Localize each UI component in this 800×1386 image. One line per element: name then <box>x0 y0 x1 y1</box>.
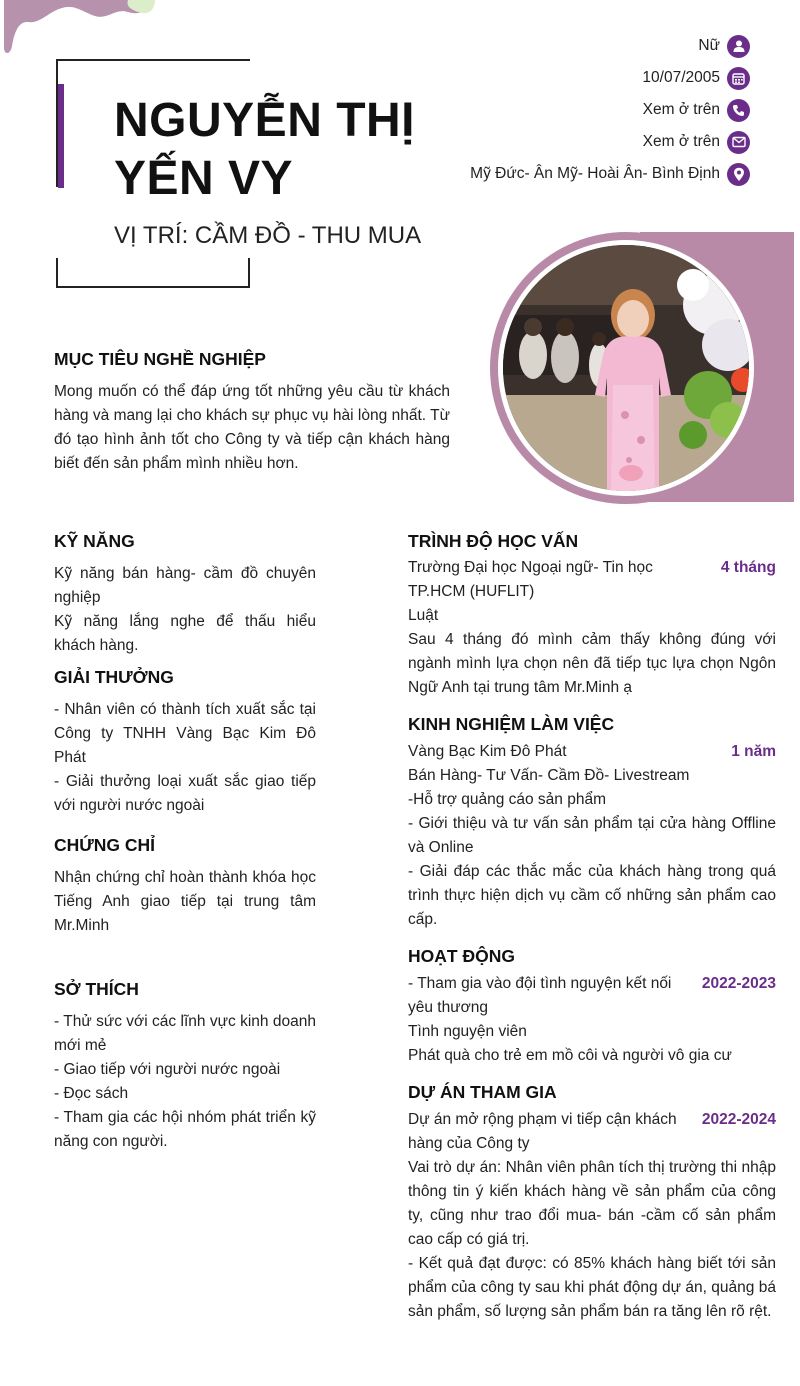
phone-icon <box>727 99 750 122</box>
calendar-icon <box>727 67 750 90</box>
certificates-title: CHỨNG CHỈ <box>54 835 156 855</box>
address-text: Mỹ Đức- Ân Mỹ- Hoài Ân- Bình Định <box>470 165 720 182</box>
hobby-item: - Giao tiếp với người nước ngoài <box>54 1061 281 1078</box>
project-duration: 2022-2024 <box>701 1111 776 1128</box>
location-icon <box>727 163 750 186</box>
contact-birthdate <box>470 62 750 94</box>
candidate-name <box>114 92 454 208</box>
header-frame-right-bottom <box>248 258 250 288</box>
awards-title: GIẢI THƯỞNG <box>54 667 174 687</box>
projects-title: DỰ ÁN THAM GIA <box>408 1082 557 1102</box>
skills-list <box>54 562 316 658</box>
experience-duration: 1 năm <box>731 743 776 760</box>
contact-email <box>470 126 750 158</box>
header-frame-left-bottom <box>56 258 58 288</box>
phone-text: Xem ở trên <box>642 101 720 118</box>
activity-desc: Phát quà cho trẻ em mồ côi và người vô gia cư <box>408 1047 732 1064</box>
project-name: Dự án mở rộng phạm vi tiếp cận khách hàng của Công ty <box>408 1111 677 1152</box>
project-role: Vai trò dự án: Nhân viên phân tích thị trường thi nhập thông tin ý kiến khách hàng về sản phẩm của công ty, cũng như trao đổi mua- bán -cầm cố sản phẩm cao cấp có giá trị. <box>408 1159 776 1248</box>
award-item: - Nhân viên có thành tích xuất sắc tại Công ty TNHH Vàng Bạc Kim Đô Phát <box>54 701 316 766</box>
activity-details <box>408 1020 776 1068</box>
name-line-2: YẾN VY <box>114 152 294 205</box>
objective-title: MỤC TIÊU NGHỀ NGHIỆP <box>54 349 266 369</box>
header-accent-bar <box>58 84 64 188</box>
experience-item: - Giới thiệu và tư vấn sản phẩm tại cửa hàng Offline và Online <box>408 815 776 856</box>
experience-company: Vàng Bạc Kim Đô Phát <box>408 743 567 760</box>
hobbies-title: SỞ THÍCH <box>54 979 139 999</box>
contact-phone <box>470 94 750 126</box>
contact-gender <box>470 30 750 62</box>
activity-name: - Tham gia vào đội tình nguyện kết nối yêu thương <box>408 975 672 1016</box>
awards-list <box>54 698 316 818</box>
user-icon <box>727 35 750 58</box>
hobby-item: - Thử sức với các lĩnh vực kinh doanh mới mẻ <box>54 1013 316 1054</box>
contact-address <box>470 158 750 190</box>
education-major: Luật <box>408 607 439 624</box>
birthdate-text: 10/07/2005 <box>642 69 720 86</box>
education-desc: Sau 4 tháng đó mình cảm thấy không đúng với ngành mình lựa chọn nên đã tiếp tục lựa chọn Ngôn Ngữ Anh tại trung tâm Mr.Minh ạ <box>408 631 776 696</box>
certificates-text: Nhận chứng chỉ hoàn thành khóa học Tiếng Anh giao tiếp tại trung tâm Mr.Minh <box>54 869 316 934</box>
project-details <box>408 1156 776 1324</box>
award-item: - Giải thưởng loại xuất sắc giao tiếp với người nước ngoài <box>54 773 316 814</box>
education-school: Trường Đại học Ngoại ngữ- Tin học TP.HCM (HUFLIT) <box>408 559 653 600</box>
hobbies-list <box>54 1010 316 1154</box>
activity-role: Tình nguyện viên <box>408 1023 527 1040</box>
job-position: VỊ TRÍ: CẦM ĐỒ - THU MUA <box>114 222 422 249</box>
email-text: Xem ở trên <box>642 133 720 150</box>
experience-role: Bán Hàng- Tư Vấn- Cầm Đồ- Livestream <box>408 767 690 784</box>
objective-text: Mong muốn có thể đáp ứng tốt những yêu cầu từ khách hàng và mang lại cho khách sự phục vụ hài lòng nhất. Từ đó tạo hình ảnh tốt cho Công ty và tiếp cận khách hàng biết đến sản phẩm mình nhiều hơn. <box>54 383 450 472</box>
header-frame-bottom <box>56 286 250 288</box>
experience-item: - Giải đáp các thắc mắc của khách hàng trong quá trình thực hiện dịch vụ cầm cố những sản phẩm cao cấp. <box>408 863 776 928</box>
education-duration: 4 tháng <box>720 559 776 576</box>
hobby-item: - Tham gia các hội nhóm phát triển kỹ năng con người. <box>54 1109 316 1150</box>
skill-item: Kỹ năng bán hàng- cầm đồ chuyên nghiệp <box>54 565 316 606</box>
experience-item: -Hỗ trợ quảng cáo sản phẩm <box>408 791 606 808</box>
hobby-item: - Đọc sách <box>54 1085 129 1102</box>
header-frame-top <box>56 59 250 61</box>
skills-title: KỸ NĂNG <box>54 531 135 551</box>
experience-title: KINH NGHIỆM LÀM VIỆC <box>408 714 615 734</box>
decorative-blob <box>0 0 160 60</box>
activities-title: HOẠT ĐỘNG <box>408 946 515 966</box>
contact-info <box>470 30 750 190</box>
experience-details <box>408 764 776 932</box>
gender-text: Nữ <box>698 37 720 54</box>
project-result: - Kết quả đạt được: có 85% khách hàng biết tới sản phẩm của công ty sau khi phát động dự án, quảng bá sản phẩm, số lượng sản phẩm bán ra tăng lên rõ rệt. <box>408 1255 776 1320</box>
education-title: TRÌNH ĐỘ HỌC VẤN <box>408 531 579 551</box>
mail-icon <box>727 131 750 154</box>
profile-photo <box>503 245 749 491</box>
skill-item: Kỹ năng lắng nghe để thấu hiểu khách hàng. <box>54 613 316 654</box>
name-line-1: NGUYỄN THỊ <box>114 94 416 147</box>
activity-duration: 2022-2023 <box>701 975 776 992</box>
